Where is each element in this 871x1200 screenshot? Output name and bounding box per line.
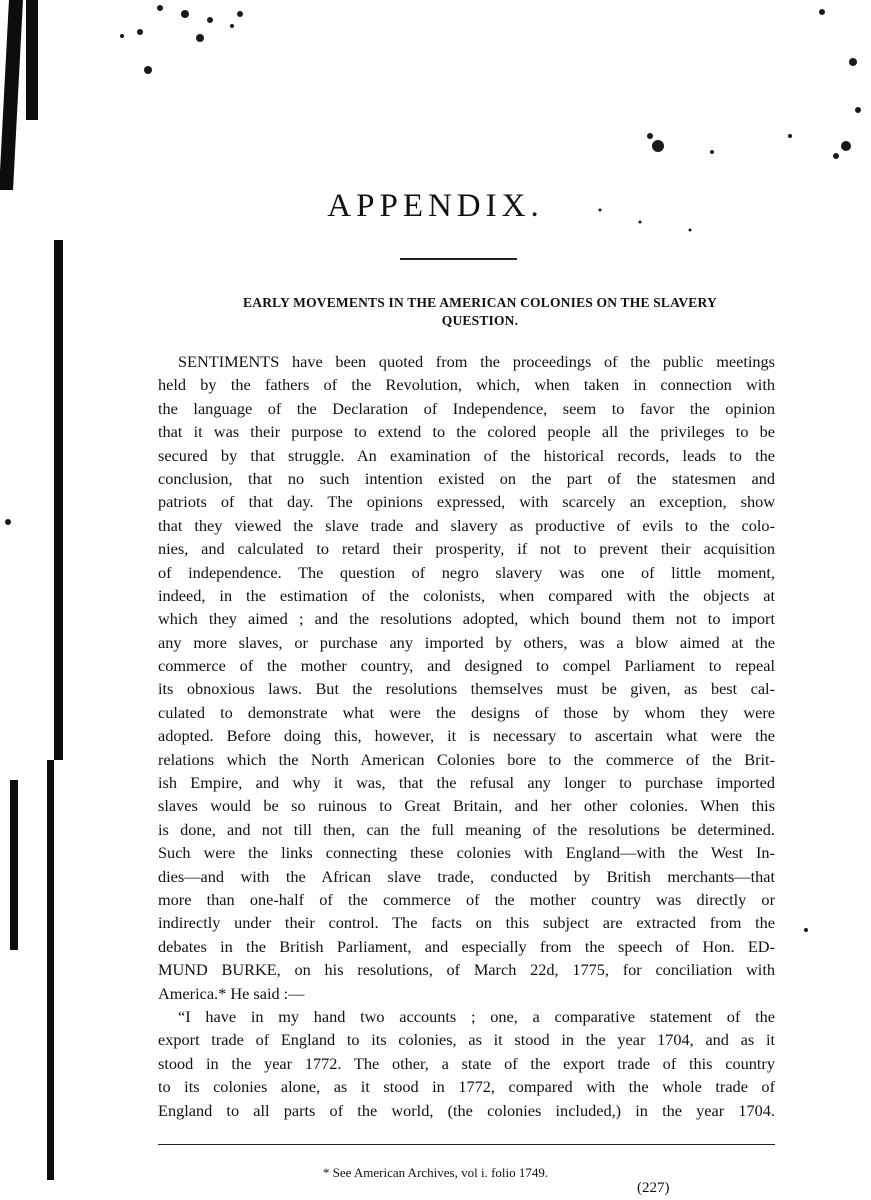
body-line: nies, and calculated to retard their prosperity, if not to prevent their acquisition — [158, 539, 775, 559]
body-line: SENTIMENTS have been quoted from the proceedings of the public meetings — [178, 352, 775, 371]
section-heading-line: QUESTION. — [441, 313, 519, 328]
body-line: that they viewed the slave trade and slavery as productive of evils to the colo- — [158, 515, 775, 535]
body-line: adopted. Before doing this, however, it is necessary to ascertain what were the — [158, 726, 775, 746]
binding-shadow-strip — [10, 780, 18, 950]
body-text — [158, 350, 775, 1122]
binding-shadow-strip — [54, 240, 63, 760]
body-line: debates in the British Parliament, and especially from the speech of Hon. ED- — [158, 936, 775, 956]
body-line: stood in the year 1772. The other, a state of the export trade of this country — [158, 1053, 775, 1073]
binding-shadow-strip — [26, 0, 38, 120]
binding-shadow-strip — [47, 760, 54, 1180]
page-title: APPENDIX. — [327, 188, 544, 224]
body-line: is done, and not till then, can the full meaning of the resolutions be determined. — [158, 819, 775, 839]
body-line: conclusion, that no such intention existed on the part of the statesmen and — [158, 468, 775, 488]
body-line: MUND BURKE, on his resolutions, of March 22d, 1775, for conciliation with — [158, 960, 775, 980]
body-line: which they aimed ; and the resolutions adopted, which bound them not to import — [158, 609, 775, 629]
body-line: export trade of England to its colonies, as it stood in the year 1704, and as it — [158, 1030, 775, 1050]
body-line: slaves would be so ruinous to Great Britain, and her other colonies. When this — [158, 796, 775, 816]
body-line: “I have in my hand two accounts ; one, a comparative statement of the — [178, 1006, 775, 1026]
body-line: England to all parts of the world, (the colonies included,) in the year 1704. — [158, 1100, 775, 1120]
body-line: patriots of that day. The opinions expressed, with scarcely an exception, show — [158, 492, 775, 512]
body-line: of independence. The question of negro slavery was one of little moment, — [158, 562, 775, 582]
body-line: more than one-half of the commerce of the mother country was directly or — [158, 889, 775, 909]
body-line: commerce of the mother country, and designed to compel Parliament to repeal — [158, 656, 775, 676]
body-line: dies—and with the African slave trade, conducted by British merchants—that — [158, 866, 775, 886]
section-heading-line: EARLY MOVEMENTS IN THE AMERICAN COLONIES ON THE SLAVERY — [243, 295, 717, 310]
body-line: secured by that struggle. An examination of the historical records, leads to the — [158, 445, 775, 465]
body-line: Such were the links connecting these colonies with England—with the West In- — [158, 843, 775, 863]
body-line: to its colonies alone, as it stood in 1772, compared with the whole trade of — [158, 1077, 775, 1097]
body-line: indeed, in the estimation of the colonists, when compared with the objects at — [158, 585, 775, 605]
body-line: relations which the North American Colonies bore to the commerce of the Brit- — [158, 749, 775, 769]
body-line: culated to demonstrate what were the designs of those by whom they were — [158, 702, 775, 722]
body-line: ish Empire, and why it was, that the refusal any longer to purchase imported — [158, 773, 775, 793]
section-heading — [170, 294, 790, 330]
body-line: any more slaves, or purchase any imported by others, was a blow aimed at the — [158, 632, 775, 652]
body-line: the language of the Declaration of Independence, seem to favor the opinion — [158, 398, 775, 418]
body-line: its obnoxious laws. But the resolutions themselves must be given, as best cal- — [158, 679, 775, 699]
body-line: that it was their purpose to extend to the colored people all the privileges to be — [158, 422, 775, 442]
footnote: * See American Archives, vol i. folio 1749. — [322, 1165, 549, 1180]
body-line: held by the fathers of the Revolution, which, when taken in connection with — [158, 375, 775, 395]
title-rule — [400, 258, 517, 260]
body-line: America.* He said :— — [158, 983, 305, 1003]
page-number: (227) — [637, 1180, 670, 1196]
body-line: indirectly under their control. The facts on this subject are extracted from the — [158, 913, 775, 933]
binding-shadow-strip — [0, 0, 23, 190]
footnote-rule — [158, 1144, 775, 1145]
